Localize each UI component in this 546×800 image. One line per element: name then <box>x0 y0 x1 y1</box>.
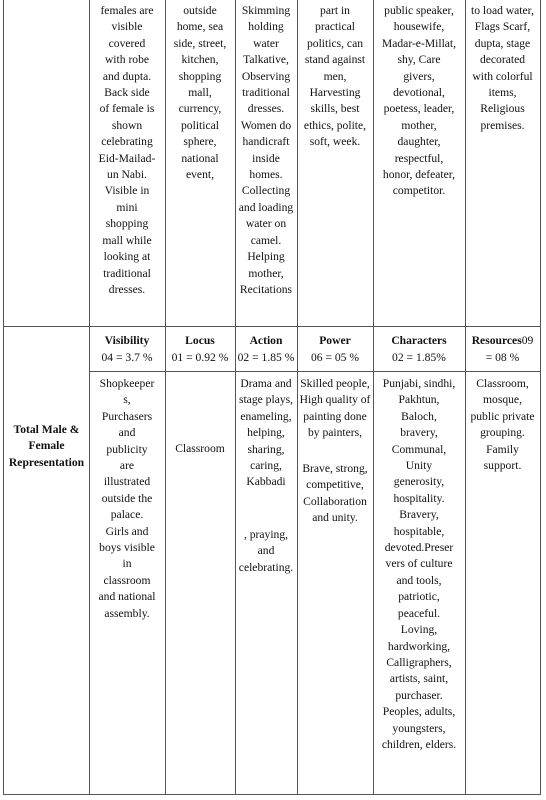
header-resources-label: Resources <box>471 334 522 347</box>
row-label: Total Male & Female Representation <box>8 423 85 469</box>
header-action-title: Action <box>249 334 283 347</box>
header-power-value: 06 = 05 % <box>310 351 360 364</box>
header-resources-title <box>466 333 539 349</box>
table-border-left <box>3 0 4 795</box>
header-visibility-value: 04 = 3.7 % <box>101 351 153 364</box>
upper-cell-locus: outside home, sea side, street, kitchen, shopping mall, currency, political sphere, national event, <box>173 4 227 182</box>
header-visibility-title: Visibility <box>104 334 150 347</box>
header-locus-title: Locus <box>185 334 215 347</box>
row-divider <box>3 326 541 327</box>
upper-cell-power: part in practical politics, can stand against men, Harvesting skills, best ethics, polite, soft, week. <box>303 4 367 149</box>
upper-cell-visibility: females are visible covered with robe and dupta. Back side of female is shown celebrating Eid-Mailad- un Nabi. Visible in mini shopping mall while looking at traditional dresses. <box>98 4 156 296</box>
lower-cell-power-part1: Skilled people, High quality of painting done by painters, <box>299 377 371 440</box>
header-divider <box>89 371 541 372</box>
column-divider <box>89 0 90 795</box>
lower-cell-resources: Classroom, mosque, public private grouping. Family support. <box>470 377 535 473</box>
header-resources-count: 09 <box>521 334 534 347</box>
column-divider <box>165 0 166 795</box>
lower-cell-locus: Classroom <box>175 442 225 455</box>
upper-cell-resources: to load water, Flags Scarf, dupta, stage decorated with colorful items, Religious premises. <box>471 4 534 132</box>
lower-cell-action-part1: Drama and stage plays, enameling, helping, sharing, caring, Kabbadi <box>238 377 294 489</box>
header-action-value: 02 = 1.85 % <box>237 351 295 364</box>
header-resources-value: = 08 % <box>485 351 520 364</box>
lower-cell-power-part2: Brave, strong, competitive, Collaboration and unity. <box>302 462 368 525</box>
upper-cell-action: Skimming holding water Talkative, Observing traditional dresses. Women do handicraft inside homes. Collecting and loading water on camel. Helping mother, Recitations <box>238 4 294 296</box>
header-characters-title: Characters <box>391 334 447 347</box>
header-locus-value: 01 = 0.92 % <box>171 351 229 364</box>
lower-cell-characters: Punjabi, sindhi, Pakhtun, Baloch, bravery, Communal, Unity generosity, hospitality. Bravery, hospitable, devoted.Preser vers of culture and tools, patriotic, peaceful. Loving, hardworking, Calligraphers, artists, saint, purchaser. Peoples, adults, youngsters, children, elders. <box>381 377 457 751</box>
header-characters-value: 02 = 1.85% <box>392 351 446 364</box>
header-power-title: Power <box>319 334 351 347</box>
table-border-right <box>540 0 541 795</box>
lower-cell-visibility: Shopkeeper s, Purchasers and publicity are illustrated outside the palace. Girls and boys visible in classroom and national assembly. <box>98 377 156 620</box>
lower-cell-action-part2: , praying, and celebrating. <box>238 528 294 574</box>
upper-cell-characters: public speaker, housewife, Madar-e-Millat, shy, Care givers, devotional, poetess, leader, mother, daughter, respectful, honor, defeater, competitor. <box>381 4 457 198</box>
table-border-bottom <box>3 794 541 795</box>
